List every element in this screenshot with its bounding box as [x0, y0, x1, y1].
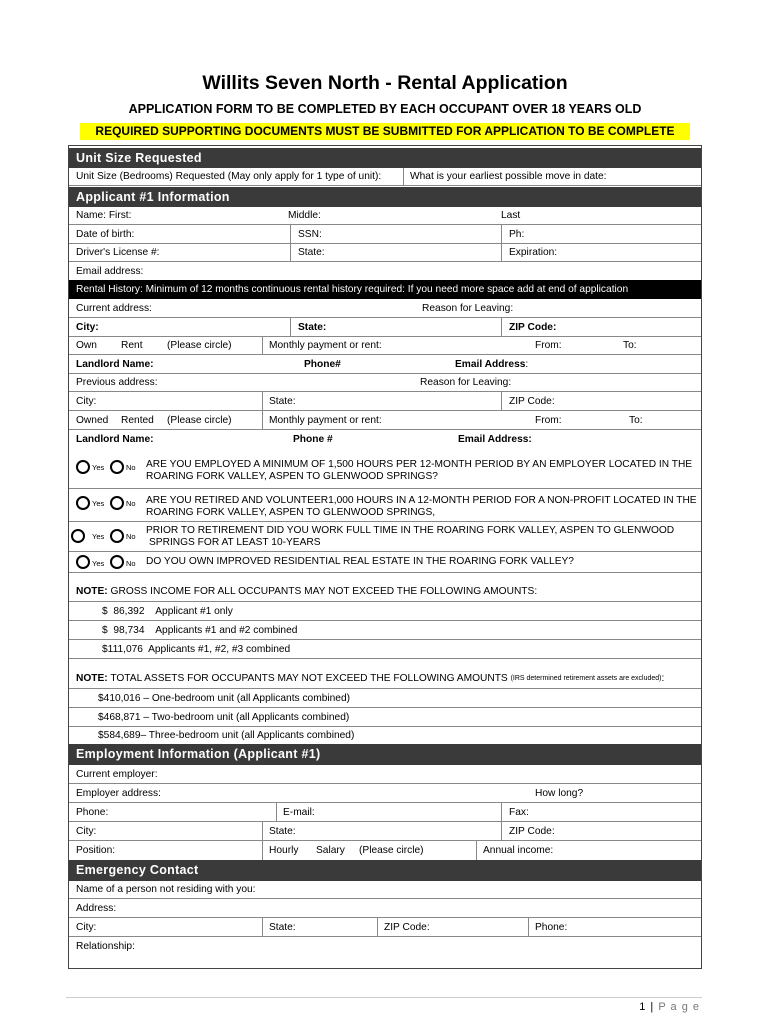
divider — [377, 918, 378, 936]
emergency-name-field[interactable]: Name of a person not residing with you: — [76, 884, 256, 895]
employer-address-row — [69, 784, 701, 803]
q3-line-1: PRIOR TO RETIREMENT DID YOU WORK FULL TIME IN THE ROARING FORK VALLEY, ASPEN TO GLENWOOD — [146, 525, 675, 536]
previous-address-field[interactable]: Previous address: — [76, 377, 158, 388]
page-number — [639, 1001, 700, 1013]
question-1-text — [146, 459, 692, 483]
rent-option[interactable]: Rent — [121, 340, 143, 351]
employer-zip-field[interactable]: ZIP Code: — [509, 825, 555, 837]
city2-row — [69, 392, 701, 411]
name-row — [69, 207, 701, 225]
q3-yes-label: Yes — [92, 532, 105, 541]
phone-field[interactable]: Ph: — [509, 228, 525, 240]
hourly-option[interactable]: Hourly — [269, 845, 299, 856]
position-field[interactable]: Position: — [76, 845, 116, 856]
emergency-address-row — [69, 899, 701, 918]
q4-no-label: No — [126, 559, 136, 568]
q1-yes-radio[interactable] — [76, 460, 90, 474]
q4-yes-radio[interactable] — [76, 555, 90, 569]
current-employer-row — [69, 765, 701, 784]
divider — [290, 244, 291, 261]
email-field[interactable]: Email address: — [76, 265, 144, 277]
q4-yes-label: Yes — [92, 559, 105, 568]
how-long-field[interactable]: How long? — [535, 787, 584, 799]
application-form — [68, 145, 702, 969]
q2-no-radio[interactable] — [110, 496, 124, 510]
salary-option[interactable]: Salary — [316, 845, 345, 856]
employer-city-field[interactable]: City: — [76, 825, 97, 837]
please-circle-note-2: (Please circle) — [167, 414, 232, 426]
landlord2-name-field[interactable]: Landlord Name: — [76, 434, 154, 445]
assets-note — [76, 669, 664, 688]
q2-yes-radio[interactable] — [76, 496, 90, 510]
income-note-row — [69, 582, 701, 602]
landlord-email-field[interactable] — [455, 355, 528, 373]
license-field[interactable]: Driver's License #: — [76, 247, 160, 258]
assets-note-label: NOTE: — [76, 673, 108, 684]
employer-fax-field[interactable]: Fax: — [509, 806, 529, 818]
landlord-name-field[interactable]: Landlord Name: — [76, 358, 154, 370]
license-state-field[interactable]: State: — [298, 247, 325, 258]
to-date-field[interactable]: To: — [623, 340, 637, 351]
dob-row — [69, 225, 701, 244]
q3-yes-radio[interactable] — [71, 529, 85, 543]
rented-option[interactable]: Rented — [121, 414, 154, 426]
please-circle-note: (Please circle) — [167, 340, 232, 351]
state2-field[interactable]: State: — [269, 395, 296, 407]
emergency-address-field[interactable]: Address: — [76, 902, 117, 914]
previous-address-row — [69, 374, 701, 392]
question-1-row — [69, 449, 701, 489]
q1-yes-label: Yes — [92, 463, 105, 472]
landlord2-email-field[interactable]: Email Address: — [458, 434, 532, 445]
page-separator: | — [646, 1001, 659, 1013]
city2-field[interactable]: City: — [76, 395, 97, 407]
state-field[interactable]: State: — [298, 321, 327, 333]
to-date-field-2[interactable]: To: — [629, 414, 643, 426]
divider — [262, 822, 263, 840]
dob-field[interactable]: Date of birth: — [76, 228, 135, 240]
section-applicant: Applicant #1 Information — [69, 187, 701, 207]
assets-note-small: (IRS determined retirement assets are excluded) — [510, 675, 662, 682]
q1-line-2: ROARING FORK VALLEY, ASPEN TO GLENWOOD SPRINGS? — [146, 471, 438, 482]
divider — [501, 318, 502, 336]
assets-note-text: TOTAL ASSETS FOR OCCUPANTS MAY NOT EXCEED THE FOLLOWING AMOUNTS — [107, 673, 511, 684]
income-limit-2: $ 98,734 Applicants #1 and #2 combined — [102, 624, 298, 636]
income-limit-row — [69, 640, 701, 659]
landlord2-row — [69, 430, 701, 449]
ssn-field[interactable]: SSN: — [298, 228, 322, 240]
emergency-zip-field[interactable]: ZIP Code: — [384, 921, 430, 933]
page-number-value: 1 — [639, 1001, 647, 1013]
question-3-row — [69, 522, 701, 552]
asset-limit-1: $410,016 – One-bedroom unit (all Applicants combined) — [98, 692, 351, 704]
divider — [528, 918, 529, 936]
relationship-row — [69, 937, 701, 956]
emergency-city-row — [69, 918, 701, 937]
relationship-field[interactable]: Relationship: — [76, 941, 135, 952]
unit-size-row — [69, 168, 701, 186]
q3-line-2: SPRINGS FOR AT LEAST 10-YEARS — [149, 537, 321, 548]
divider — [262, 841, 263, 860]
question-2-row — [69, 489, 701, 522]
assets-note-end: : — [661, 673, 665, 684]
q3-no-label: No — [126, 532, 136, 541]
current-employer-field[interactable]: Current employer: — [76, 768, 158, 780]
position-row — [69, 841, 701, 860]
last-name-field[interactable]: Last — [501, 210, 521, 221]
reason-leaving-field[interactable]: Reason for Leaving: — [422, 302, 514, 314]
landlord-email-colon: : — [525, 358, 529, 370]
income-limit-row — [69, 602, 701, 621]
footer-divider — [66, 997, 702, 998]
from-date-field-2[interactable]: From: — [535, 414, 562, 426]
q1-no-label: No — [126, 463, 136, 472]
divider — [403, 168, 404, 185]
monthly-payment-field-2[interactable]: Monthly payment or rent: — [269, 414, 382, 426]
bedrooms-field[interactable]: Unit Size (Bedrooms) Requested (May only apply for 1 type of unit): — [76, 171, 382, 182]
divider — [476, 841, 477, 860]
q2-no-label: No — [126, 499, 136, 508]
question-2-text — [146, 495, 697, 519]
zip-field[interactable]: ZIP Code: — [509, 321, 557, 333]
employer-address-field[interactable]: Employer address: — [76, 787, 161, 799]
first-name-field[interactable]: Name: First: — [76, 210, 132, 221]
question-3-text — [146, 525, 674, 549]
q1-no-radio[interactable] — [110, 460, 124, 474]
owned-option[interactable]: Owned — [76, 414, 109, 426]
landlord2-phone-field[interactable]: Phone # — [293, 434, 333, 445]
asset-limit-row — [69, 708, 701, 727]
divider — [290, 225, 291, 243]
city-field[interactable]: City: — [76, 321, 99, 333]
own-rent-row — [69, 337, 701, 355]
question-4-row — [69, 552, 701, 573]
income-note-label: NOTE: — [76, 586, 108, 597]
emergency-phone-field[interactable]: Phone: — [535, 921, 568, 933]
divider — [276, 803, 277, 821]
question-4-text: DO YOU OWN IMPROVED RESIDENTIAL REAL ESTATE IN THE ROARING FORK VALLEY? — [146, 556, 574, 567]
please-circle-note-3: (Please circle) — [359, 845, 424, 856]
license-row — [69, 244, 701, 262]
income-limit-row — [69, 621, 701, 640]
owned-rented-row — [69, 411, 701, 430]
divider — [290, 318, 291, 336]
q3-no-radio[interactable] — [110, 529, 124, 543]
page-title: Willits Seven North - Rental Application — [202, 72, 568, 94]
rental-history-bar: Rental History: Minimum of 12 months continuous rental history required: If you need more space add at end of application — [69, 280, 701, 299]
page-subtitle: APPLICATION FORM TO BE COMPLETED BY EACH OCCUPANT OVER 18 YEARS OLD — [128, 102, 642, 116]
landlord-row — [69, 355, 701, 374]
asset-limit-2: $468,871 – Two-bedroom unit (all Applicants combined) — [98, 711, 350, 723]
move-in-date-field[interactable]: What is your earliest possible move in date: — [410, 171, 607, 182]
asset-limit-row — [69, 727, 701, 744]
monthly-payment-field[interactable]: Monthly payment or rent: — [269, 340, 382, 351]
income-note-text: GROSS INCOME FOR ALL OCCUPANTS MAY NOT EXCEED THE FOLLOWING AMOUNTS: — [107, 586, 538, 597]
divider — [262, 392, 263, 410]
divider — [501, 822, 502, 840]
emergency-name-row — [69, 881, 701, 899]
current-address-field[interactable]: Current address: — [76, 302, 152, 314]
employer-city-row — [69, 822, 701, 841]
expiration-field[interactable]: Expiration: — [509, 247, 558, 258]
assets-note-row — [69, 669, 701, 689]
divider — [262, 337, 263, 354]
q4-no-radio[interactable] — [110, 555, 124, 569]
divider — [501, 803, 502, 821]
employer-email-field[interactable]: E-mail: — [283, 806, 315, 818]
divider — [262, 411, 263, 429]
zip2-field[interactable]: ZIP Code: — [509, 395, 555, 407]
emergency-state-field[interactable]: State: — [269, 921, 296, 933]
income-limit-1: $ 86,392 Applicant #1 only — [102, 605, 233, 617]
q2-yes-label: Yes — [92, 499, 105, 508]
employer-phone-row — [69, 803, 701, 822]
previous-reason-leaving-field[interactable]: Reason for Leaving: — [420, 377, 512, 388]
q1-line-1: ARE YOU EMPLOYED A MINIMUM OF 1,500 HOURS PER 12-MONTH PERIOD BY AN EMPLOYER LOCATED IN THE — [146, 459, 693, 470]
income-limit-3: $111,076 Applicants #1, #2, #3 combined — [102, 643, 291, 655]
divider — [262, 918, 263, 936]
section-unit-size: Unit Size Requested — [69, 148, 701, 168]
asset-limit-row — [69, 689, 701, 708]
from-date-field[interactable]: From: — [535, 340, 562, 351]
q2-line-2: ROARING FORK VALLEY, ASPEN TO GLENWOOD SPRINGS, — [146, 507, 436, 518]
page-word: P a g e — [658, 1001, 700, 1013]
current-address-row — [69, 299, 701, 318]
middle-name-field[interactable]: Middle: — [288, 210, 321, 221]
divider — [501, 244, 502, 261]
required-notice: REQUIRED SUPPORTING DOCUMENTS MUST BE SUBMITTED FOR APPLICATION TO BE COMPLETE — [80, 123, 690, 140]
city-row — [69, 318, 701, 337]
landlord-phone-field[interactable]: Phone# — [304, 358, 341, 370]
section-employment: Employment Information (Applicant #1) — [69, 744, 701, 765]
email-row — [69, 262, 701, 280]
section-emergency: Emergency Contact — [69, 860, 701, 881]
annual-income-field[interactable]: Annual income: — [483, 845, 554, 856]
divider — [501, 392, 502, 410]
employer-phone-field[interactable]: Phone: — [76, 806, 109, 818]
employer-state-field[interactable]: State: — [269, 825, 296, 837]
income-note — [76, 582, 537, 601]
own-option[interactable]: Own — [76, 340, 97, 351]
asset-limit-3: $584,689– Three-bedroom unit (all Applicants combined) — [98, 730, 355, 741]
divider — [501, 225, 502, 243]
q2-line-1: ARE YOU RETIRED AND VOLUNTEER1,000 HOURS IN A 12-MONTH PERIOD FOR A NON-PROFIT LOCATED IN THE — [146, 495, 697, 506]
emergency-city-field[interactable]: City: — [76, 921, 97, 933]
landlord-email-label: Email Address — [455, 358, 526, 370]
